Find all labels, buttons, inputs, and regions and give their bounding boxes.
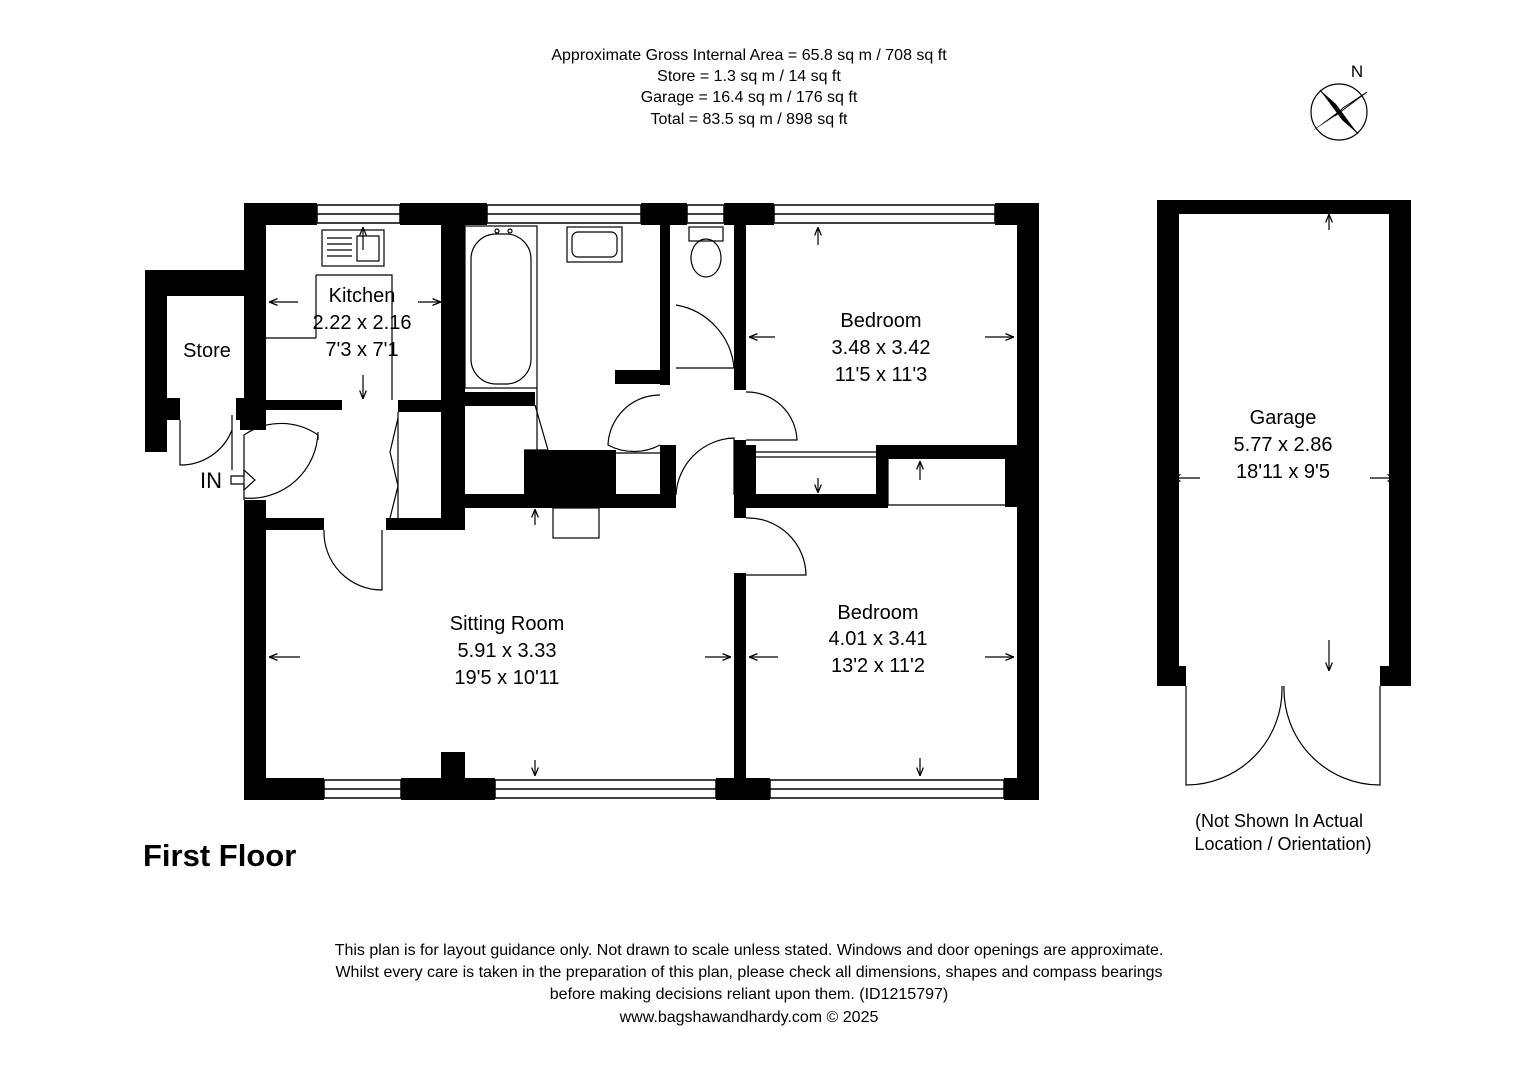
disclaimer-line2: Whilst every care is taken in the preparation of this plan, please check all dimensions, shapes and compass bearings [335,964,1163,981]
entrance-arrow-icon [231,470,255,490]
disclaimer-line3: before making decisions reliant upon them. (ID1215797) [549,986,949,1003]
compass-rose-icon [1300,62,1378,140]
walls [145,203,1039,800]
garage-area-text: Garage = 16.4 sq m / 176 sq ft [640,89,858,106]
area-summary [551,47,947,128]
compass-north-label: N [1350,62,1364,81]
sitting-room-metric: 5.91 x 3.33 [457,640,557,662]
bath-icon [465,226,537,388]
entrance-label: IN [200,468,222,493]
bedroom2-imperial: 13'2 x 11'2 [830,655,926,677]
gross-area-text: Approximate Gross Internal Area = 65.8 sq m / 708 sq ft [551,47,947,64]
doors [180,305,806,590]
disclaimer [335,942,1164,1026]
bedroom2-metric: 4.01 x 3.41 [828,628,928,650]
bedroom1-name: Bedroom [840,310,922,332]
bedroom1-imperial: 11'5 x 11'3 [834,364,928,386]
kitchen-metric: 2.22 x 2.16 [312,312,412,334]
sitting-room-imperial: 19'5 x 10'11 [454,667,560,689]
entrance-marker [200,468,255,493]
garage-metric: 5.77 x 2.86 [1233,434,1333,456]
floor-label: First Floor [143,838,297,873]
garage-note-line2: Location / Orientation) [1194,834,1372,854]
total-area-text: Total = 83.5 sq m / 898 sq ft [650,111,848,128]
kitchen-imperial: 7'3 x 7'1 [325,339,399,361]
kitchen-name: Kitchen [328,285,396,307]
garage-imperial: 18'11 x 9'5 [1235,461,1331,483]
garage-note-line1: (Not Shown In Actual [1194,811,1364,831]
store-area-text: Store = 1.3 sq m / 14 sq ft [657,68,841,85]
bedroom1-metric: 3.48 x 3.42 [831,337,931,359]
store-name: Store [183,340,231,362]
disclaimer-line1: This plan is for layout guidance only. Not drawn to scale unless stated. Windows and door openings are approximate. [334,942,1164,959]
garage-name: Garage [1249,407,1317,429]
sitting-room-name: Sitting Room [449,613,565,635]
bedroom2-name: Bedroom [837,602,919,624]
disclaimer-line4: www.bagshawandhardy.com © 2025 [619,1009,879,1026]
garage [1157,200,1411,785]
